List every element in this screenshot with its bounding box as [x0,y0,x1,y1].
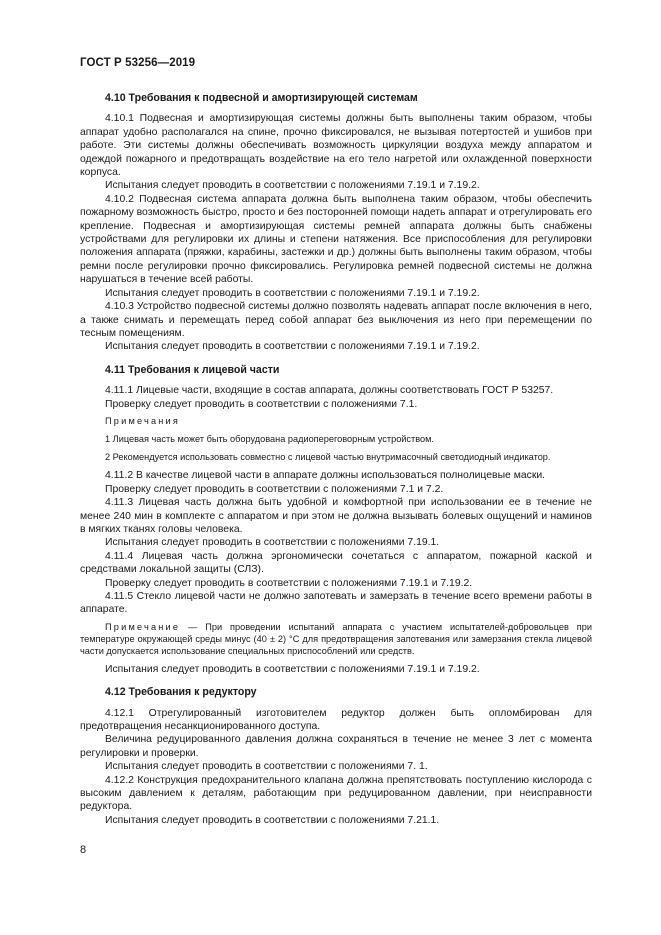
paragraph-4-11-3: 4.11.3 Лицевая часть должна быть удобной и комфортной при использовании ее в течение не менее 240 мин в комплекте с аппаратом и при этом не должна вызывать болевых ощущений и наминов в мягких тканях головы человека. [80,497,592,535]
section-title-4-12: 4.12 Требования к редуктору [105,686,257,699]
note-2: 2 Рекомендуется использовать совместно с лицевой частью внутримасочный светодиодный индикатор. [105,452,551,463]
test-reference: Испытания следует проводить в соответствии с положениями 7.19.1 и 7.19.2. [105,341,480,353]
note-1: 1 Лицевая часть может быть оборудована радиопереговорным устройством. [105,434,434,445]
test-reference: Испытания следует проводить в соответствии с положениями 7.19.1 и 7.19.2. [105,287,480,299]
check-reference: Проверку следует проводить в соответствии с положениями 7.1 и 7.2. [105,483,444,495]
paragraph-4-10-3: 4.10.3 Устройство подвесной системы должно позволять надевать аппарат после включения в него, а также снимать и перемещать перед собой аппарат без выключения из него при перемещении по тесным помещениям. [80,301,592,339]
paragraph-4-12-2: 4.12.2 Конструкция предохранительного клапана должна препятствовать поступлению кислорода с высоким давлением к деталям, работающим при редуцированном давлении, при неисправности редуктора. [80,774,592,813]
check-reference: Проверку следует проводить в соответствии с положениями 7.19.1 и 7.19.2. [105,577,473,589]
check-reference: Проверку следует проводить в соответствии с положениями 7.1. [105,398,418,410]
pressure-requirement: Величина редуцированного давления должна сохраняться в течение не менее 3 лет с момента регулировки и проверки. [80,734,592,759]
paragraph-4-10-1: 4.10.1 Подвесная и амортизирующая системы должны быть выполнены таким образом, чтобы аппарат удобно располагался на спине, прочно фиксировался, не вызывая потертостей и ушибов при работе. Эти системы должны обеспечивать возможность циркуляции воздуха между аппаратом и одеждой пожарного и предотвращать воздействие на его тело нагретой или охлажденной поверхности корпуса. [80,113,592,179]
test-reference: Испытания следует проводить в соответствии с положениями 7.19.1 и 7.19.2. [105,180,480,192]
paragraph-4-11-4: 4.11.4 Лицевая часть должна эргономически сочетаться с аппаратом, пожарной каской и средствами локальной защиты (СЛЗ). [80,550,592,576]
test-reference: Испытания следует проводить в соответствии с положениями 7.19.1. [105,537,440,549]
note-text: — При проведении испытаний аппарата с участием испытателей-добровольцев при температуре окружающей среды минус (40 ± 2) °С для предотвращения запотевания или замерзания стекла лицевой части допускается использование специальных приспособлений или средств. [80,621,592,656]
document-code-header: ГОСТ Р 53256—2019 [80,57,196,69]
test-reference: Испытания следует проводить в соответствии с положениями 7.19.1 и 7.19.2. [105,663,480,675]
paragraph-4-11-2: 4.11.2 В качестве лицевой части в аппарате должны использоваться полнолицевые маски. [105,470,546,482]
test-reference: Испытания следует проводить в соответствии с положениями 7. 1. [105,761,428,773]
note-label: Примечание [105,621,181,632]
paragraph-4-10-2: 4.10.2 Подвесная система аппарата должна быть выполнена таким образом, чтобы обеспечить пожарному возможность быстро, просто и без посторонней помощи надеть аппарат и отрегулировать его крепление. Подвесная и амортизирующая системы ремней аппарата должны быть снабжены устройствами для регулировки их длины и степени натяжения. Все приспособления для регулировки положения аппарата (пряжки, карабины, застежки и др.) должны быть выполнены таким образом, чтобы ремни после регулировки прочно фиксировались. Регулировка ремней подвесной системы не должна нарушаться в течение всей работы. [80,193,592,286]
page-content [80,92,592,827]
paragraph-4-11-1: 4.11.1 Лицевые части, входящие в состав аппарата, должны соответствовать ГОСТ Р 53257. [105,385,554,397]
paragraph-4-11-5: 4.11.5 Стекло лицевой части не должно запотевать и замерзать в течение всего времени работы в аппарате. [80,591,592,616]
section-title-4-10: 4.10 Требования к подвесной и амортизирующей системам [105,92,418,104]
test-reference: Испытания следует проводить в соответствии с положениями 7.21.1. [105,814,440,826]
page-number: 8 [80,844,87,856]
section-title-4-11: 4.11 Требования к лицевой части [105,363,280,376]
paragraph-4-12-1: 4.12.1 Отрегулированный изготовителем редуктор должен быть опломбирован для предотвращения несанкционированного доступа. [80,707,592,733]
inline-note [80,621,592,657]
notes-heading: Примечания [105,415,181,426]
